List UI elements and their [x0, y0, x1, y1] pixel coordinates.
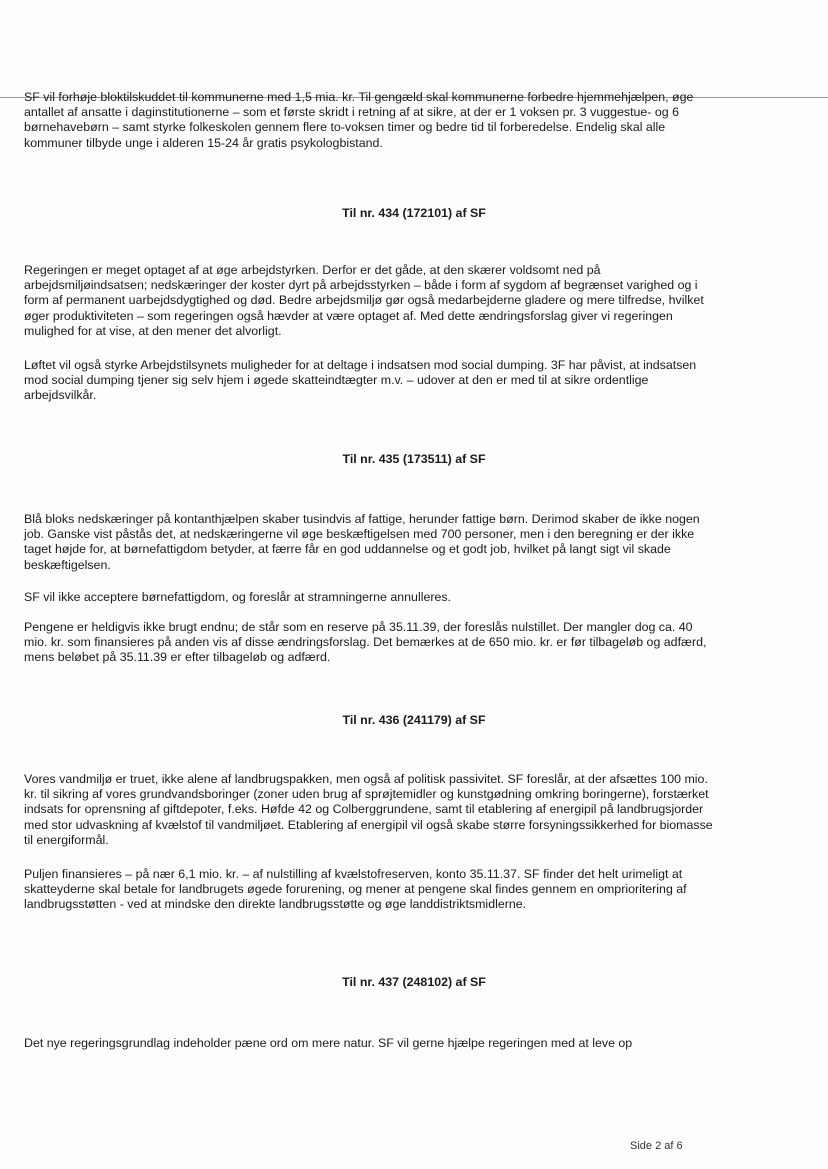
section-435-paragraph-3: Pengene er heldigvis ikke brugt endnu; de står som en reserve på 35.11.39, der foreslås nulstillet. Der mangler dog ca. 40 mio. kr. som finansieres på anden vis af disse ændringsforslag. Det bemærkes at de 650 mio. kr. er før tilbageløb og adfærd, mens beløbet på 35.11.39 er efter tilbageløb og adfærd.: [24, 620, 707, 665]
section-heading-434: Til nr. 434 (172101) af SF: [342, 206, 486, 220]
section-435-paragraph-2: SF vil ikke acceptere børnefattigdom, og foreslår at stramningerne annulleres.: [24, 590, 451, 604]
section-435-paragraph-1: Blå bloks nedskæringer på kontanthjælpen skaber tusindvis af fattige, herunder fattige børn. Derimod skaber de ikke nogen job. Ganske vist påstås det, at nedskæringerne vil øge beskæftigelsen med 700 personer, men i den beregning er der ikke taget højde for, at børnefattigdom betyder, at færre får en god uddannelse og et godt job, hvilket på langt sigt vil skade beskæftigelsen.: [24, 512, 700, 572]
section-heading-435: Til nr. 435 (173511) af SF: [342, 452, 486, 466]
section-436-paragraph-2: Puljen finansieres – på nær 6,1 mio. kr. – af nulstilling af kvælstofreserven, konto 35.11.37. SF finder det helt urimeligt at skatteyderne skal betale for landbrugets øgede forurening, og mener at pengene skal findes gennem en omprioritering af landbrugsstøtten - ved at mindske den direkte landbrugsstøtte og øge landdistriktsmidlerne.: [24, 867, 687, 912]
page-number: Side 2 af 6: [630, 1140, 683, 1149]
section-434-paragraph-1: Regeringen er meget optaget af at øge arbejdstyrken. Derfor er det gåde, at den skærer voldsomt ned på arbejdsmiljøindsatsen; nedskæringer der koster dyrt på arbejdsstyrken – både i form af sygdom af begrænset varighed og i form af permanent uarbejdsdygtighed og død. Bedre arbejdsmiljø gør også medarbejderne gladere og mere tilfredse, hvilket øger produktiviteten – som regeringen også hævder at være optaget af. Med dette ændringsforslag giver vi regeringen mulighed for at vise, at den mener det alvorligt.: [24, 263, 704, 338]
section-heading-437: Til nr. 437 (248102) af SF: [342, 975, 486, 989]
section-436-paragraph-1: Vores vandmiljø er truet, ikke alene af landbrugspakken, men også af politisk passivitet. SF foreslår, at der afsættes 100 mio. kr. til sikring af vores grundvandsboringer (zoner uden brug af sprøjtemidler og kunstgødning omkring boringerne), forstærket indsats for oprensning af giftdepoter, f.eks. Høfde 42 og Colberggrundene, samt til etablering af energipil på landbrugsjorder med stor udvaskning af kvælstof til vandmiljøet. Etablering af energipil vil også skabe større forsyningssikkerhed for biomasse til energiformål.: [24, 772, 713, 847]
section-437-paragraph-1: Det nye regeringsgrundlag indeholder pæne ord om mere natur. SF vil gerne hjælpe regeringen med at leve op: [24, 1036, 633, 1050]
section-heading-436: Til nr. 436 (241179) af SF: [342, 713, 486, 727]
intro-paragraph: SF vil forhøje bloktilskuddet til kommunerne med 1,5 mia. kr. Til gengæld skal kommunerne forbedre hjemmehjælpen, øge antallet af ansatte i daginstitutionerne – som et første skridt i retning af at sikre, at der er 1 voksen pr. 3 vuggestue- og 6 børnehavebørn – samt styrke folkeskolen gennem flere to-voksen timer og bedre tid til forberedelse. Endelig skal alle kommuner tilbyde unge i alderen 15-24 år gratis psykologbistand.: [24, 90, 694, 150]
section-434-paragraph-2: Løftet vil også styrke Arbejdstilsynets muligheder for at deltage i indsatsen mod social dumping. 3F har påvist, at indsatsen mod social dumping tjener sig selv hjem i øgede skatteindtægter m.v. – udover at den er med til at sikre ordentlige arbejdsvilkår.: [24, 358, 697, 403]
